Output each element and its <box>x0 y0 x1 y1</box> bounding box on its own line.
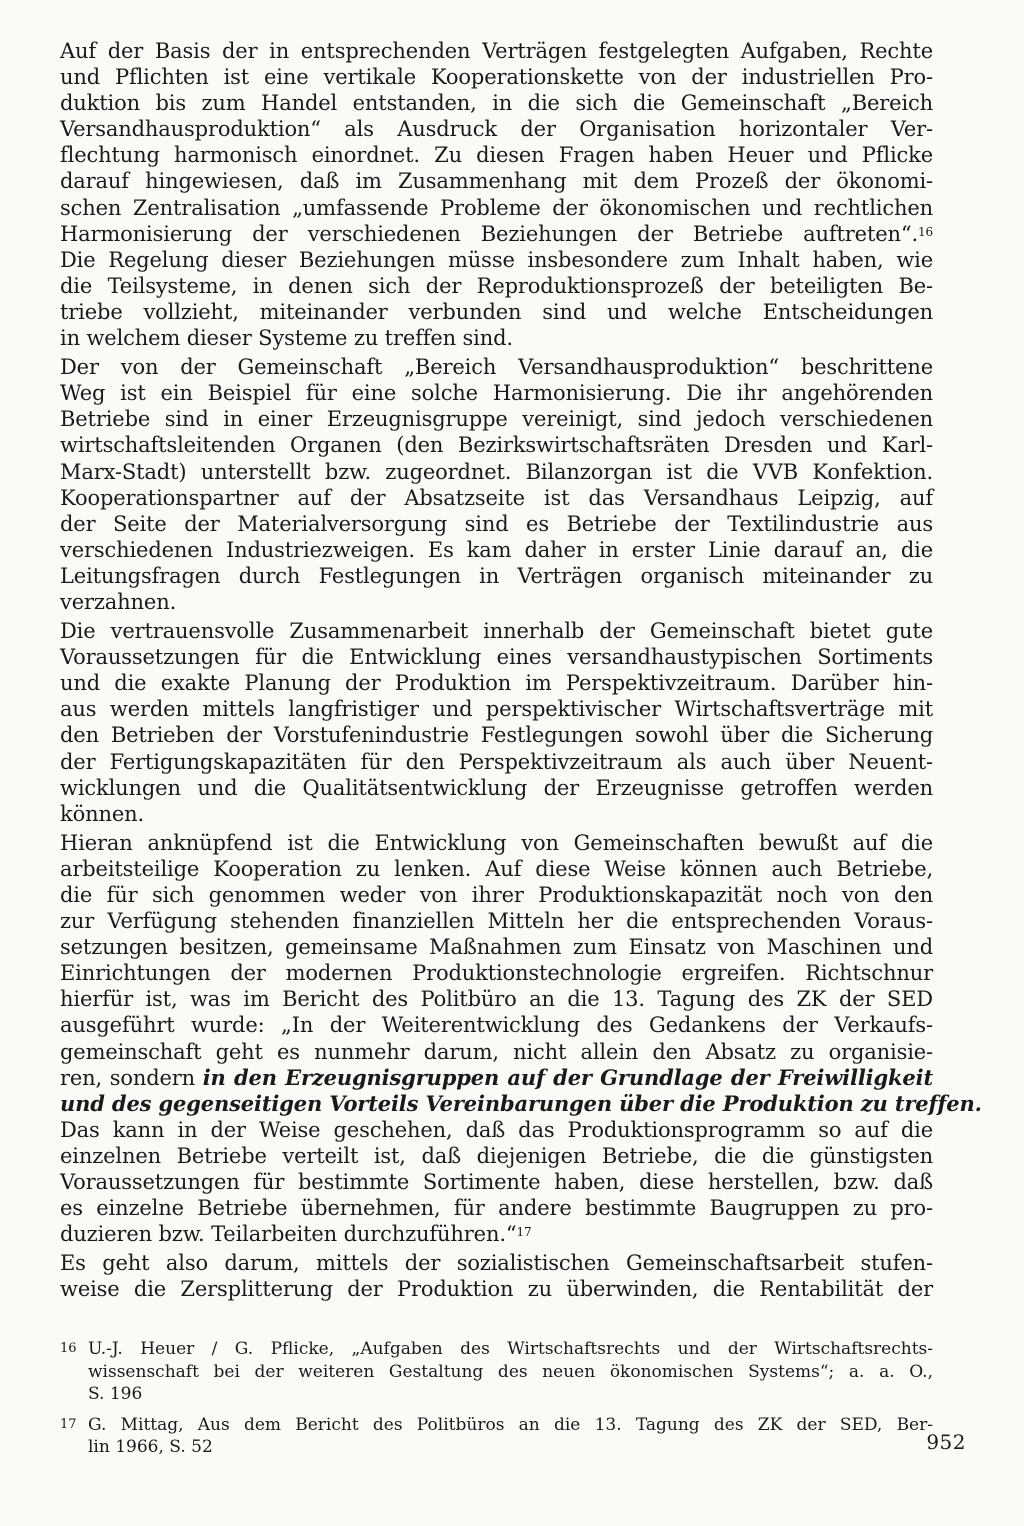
footnote-line: lin 1966, S. 52 <box>88 1437 213 1457</box>
text-line-with-footnote <box>60 1221 933 1247</box>
text-line: Auf der Basis der in entsprechenden Verträgen festgelegten Aufgaben, Rechte <box>60 39 933 63</box>
body-text <box>60 38 982 1306</box>
text-segment: U.-J. Heuer / G. Pflicke, „Aufgaben des Wirtschaftsrechts und der Wirtschaftsrechts- <box>88 1339 933 1359</box>
text-line: Die Regelung dieser Beziehungen müsse insbesondere zum Inhalt haben, wie <box>60 247 933 272</box>
text-line: und die exakte Planung der Produktion im Perspektivzeitraum. Darüber hin- <box>60 671 933 696</box>
text-line: Marx-Stadt) unterstellt bzw. zugeordnet. Bilanzorgan ist die VVB Konfektion. <box>60 459 933 484</box>
footnote-ref-16: 16 <box>918 224 933 239</box>
footnote-line <box>60 1338 933 1361</box>
text-line: der Seite der Materialversorgung sind es Betriebe der Textilindustrie aus <box>60 511 933 536</box>
emphasized-quote: in den Erzeugnisgruppen auf der Grundlage der Freiwilligkeit <box>202 1064 933 1090</box>
text-line: es einzelne Betriebe übernehmen, für andere bestimmte Baugruppen zu pro- <box>60 1196 933 1221</box>
text-line: arbeitsteilige Kooperation zu lenken. Auf diese Weise können auch Betriebe, <box>60 856 933 881</box>
text-line: Es geht also darum, mittels der sozialistischen Gemeinschaftsarbeit stufen- <box>60 1251 933 1276</box>
text-line: Weg ist ein Beispiel für eine solche Harmonisierung. Die ihr angehörenden <box>60 381 933 406</box>
text-line: Die vertrauensvolle Zusammenarbeit innerhalb der Gemeinschaft bietet gute <box>60 619 933 644</box>
text-line: gemeinschaft geht es nunmehr darum, nicht allein den Absatz zu organisie- <box>60 1039 933 1064</box>
footnote-number: 16 <box>60 1341 77 1356</box>
text-line: in welchem dieser Systeme zu treffen sind. <box>60 326 513 351</box>
paragraph-1 <box>60 38 933 351</box>
footnote-line <box>60 1414 933 1437</box>
emphasized-quote-line: und des gegenseitigen Vorteils Vereinbarungen über die Produktion zu treffen. <box>60 1090 982 1116</box>
text-line: Betriebe sind in einer Erzeugnisgruppe vereinigt, sind jedoch verschiedenen <box>60 407 933 432</box>
text-line: wirtschaftsleitenden Organen (den Bezirkswirtschaftsräten Dresden und Karl- <box>60 433 933 458</box>
text-line: Voraussetzungen für die Entwicklung eines versandhaustypischen Sortiments <box>60 645 933 670</box>
footnote-ref-17: 17 <box>516 1225 532 1240</box>
text-line: verschiedenen Industriezweigen. Es kam daher in erster Linie darauf an, die <box>60 537 933 562</box>
footnote-17 <box>60 1414 933 1459</box>
text-line: Versandhausproduktion“ als Ausdruck der Organisation horizontaler Ver- <box>60 117 933 142</box>
text-line: wicklungen und die Qualitätsentwicklung der Erzeugnisse getroffen werden <box>60 775 933 800</box>
footnote-line: wissenschaft bei der weiteren Gestaltung des neuen ökonomischen Systems“; a. a. O., <box>88 1361 933 1382</box>
text-line: flechtung harmonisch einordnet. Zu diesen Fragen haben Heuer und Pflicke <box>60 143 933 168</box>
text-line: die für sich genommen weder von ihrer Produktionskapazität noch von den <box>60 883 933 907</box>
text-line: und Pflichten ist eine vertikale Kooperationskette von der industriellen Pro- <box>60 65 933 90</box>
text-line: Kooperationspartner auf der Absatzseite ist das Versandhaus Leipzig, auf <box>60 485 933 510</box>
paragraph-4 <box>60 830 982 1248</box>
text-line: verzahnen. <box>60 589 177 614</box>
text-line: setzungen besitzen, gemeinsame Maßnahmen zum Einsatz von Maschinen und <box>60 935 933 960</box>
text-line: einzelnen Betriebe verteilt ist, daß diejenigen Betriebe, die die günstigsten <box>60 1143 933 1168</box>
text-line-with-footnote <box>60 221 933 247</box>
paragraph-3 <box>60 618 933 827</box>
text-line: der Fertigungskapazitäten für den Perspektivzeitraum als auch über Neuent- <box>60 749 933 774</box>
text-line: Einrichtungen der modernen Produktionstechnologie ergreifen. Richtschnur <box>60 961 933 986</box>
text-line: schen Zentralisation „umfassende Probleme der ökonomischen und rechtlichen <box>60 195 933 220</box>
text-line: ausgeführt wurde: „In der Weiterentwicklung des Gedankens der Verkaufs- <box>60 1013 933 1038</box>
footnote-number: 17 <box>60 1416 77 1432</box>
text-line: zur Verfügung stehenden finanziellen Mitteln her die entsprechenden Voraus- <box>60 909 933 934</box>
footnote-16 <box>60 1338 933 1406</box>
text-line: duktion bis zum Handel entstanden, in die sich die Gemeinschaft „Bereich <box>60 91 933 116</box>
page-number: 952 <box>926 1430 966 1454</box>
text-segment: ren, sondern <box>60 1065 203 1090</box>
text-line: die Teilsysteme, in denen sich der Reproduktionsprozeß der beteiligten Be- <box>60 273 933 298</box>
text-line: triebe vollzieht, miteinander verbunden sind und welche Entscheidungen <box>60 299 933 324</box>
footnotes <box>60 1338 933 1467</box>
text-line: Leitungsfragen durch Festlegungen in Verträgen organisch miteinander zu <box>60 563 933 588</box>
text-line: aus werden mittels langfristiger und perspektivischer Wirtschaftsverträge mit <box>60 697 933 722</box>
text-line: hierfür ist, was im Bericht des Politbüro an die 13. Tagung des ZK der SED <box>60 987 933 1012</box>
footnote-line: S. 196 <box>88 1384 143 1404</box>
text-line: Voraussetzungen für bestimmte Sortimente haben, diese herstellen, bzw. daß <box>60 1170 933 1195</box>
text-segment: Harmonisierung der verschiedenen Beziehungen der Betriebe auftreten“. <box>60 221 919 246</box>
text-line-mixed <box>60 1065 933 1091</box>
text-line: den Betrieben der Vorstufenindustrie Festlegungen sowohl über die Sicherung <box>60 723 933 748</box>
text-line: können. <box>60 801 144 826</box>
text-line: Der von der Gemeinschaft „Bereich Versandhausproduktion“ beschrittene <box>60 355 933 380</box>
text-line: weise die Zersplitterung der Produktion zu überwinden, die Rentabilität der <box>60 1277 933 1302</box>
text-line: Hieran anknüpfend ist die Entwicklung von Gemeinschaften bewußt auf die <box>60 830 933 855</box>
paragraph-2 <box>60 354 933 615</box>
text-line: darauf hingewiesen, daß im Zusammenhang mit dem Prozeß der ökonomi- <box>60 169 933 194</box>
text-segment: duzieren bzw. Teilarbeiten durchzuführen.“ <box>60 1222 517 1247</box>
text-line: Das kann in der Weise geschehen, daß das Produktionsprogramm so auf die <box>60 1117 933 1142</box>
paragraph-5 <box>60 1250 933 1302</box>
text-segment: G. Mittag, Aus dem Bericht des Politbüros an die 13. Tagung des ZK der SED, Ber- <box>88 1414 933 1435</box>
